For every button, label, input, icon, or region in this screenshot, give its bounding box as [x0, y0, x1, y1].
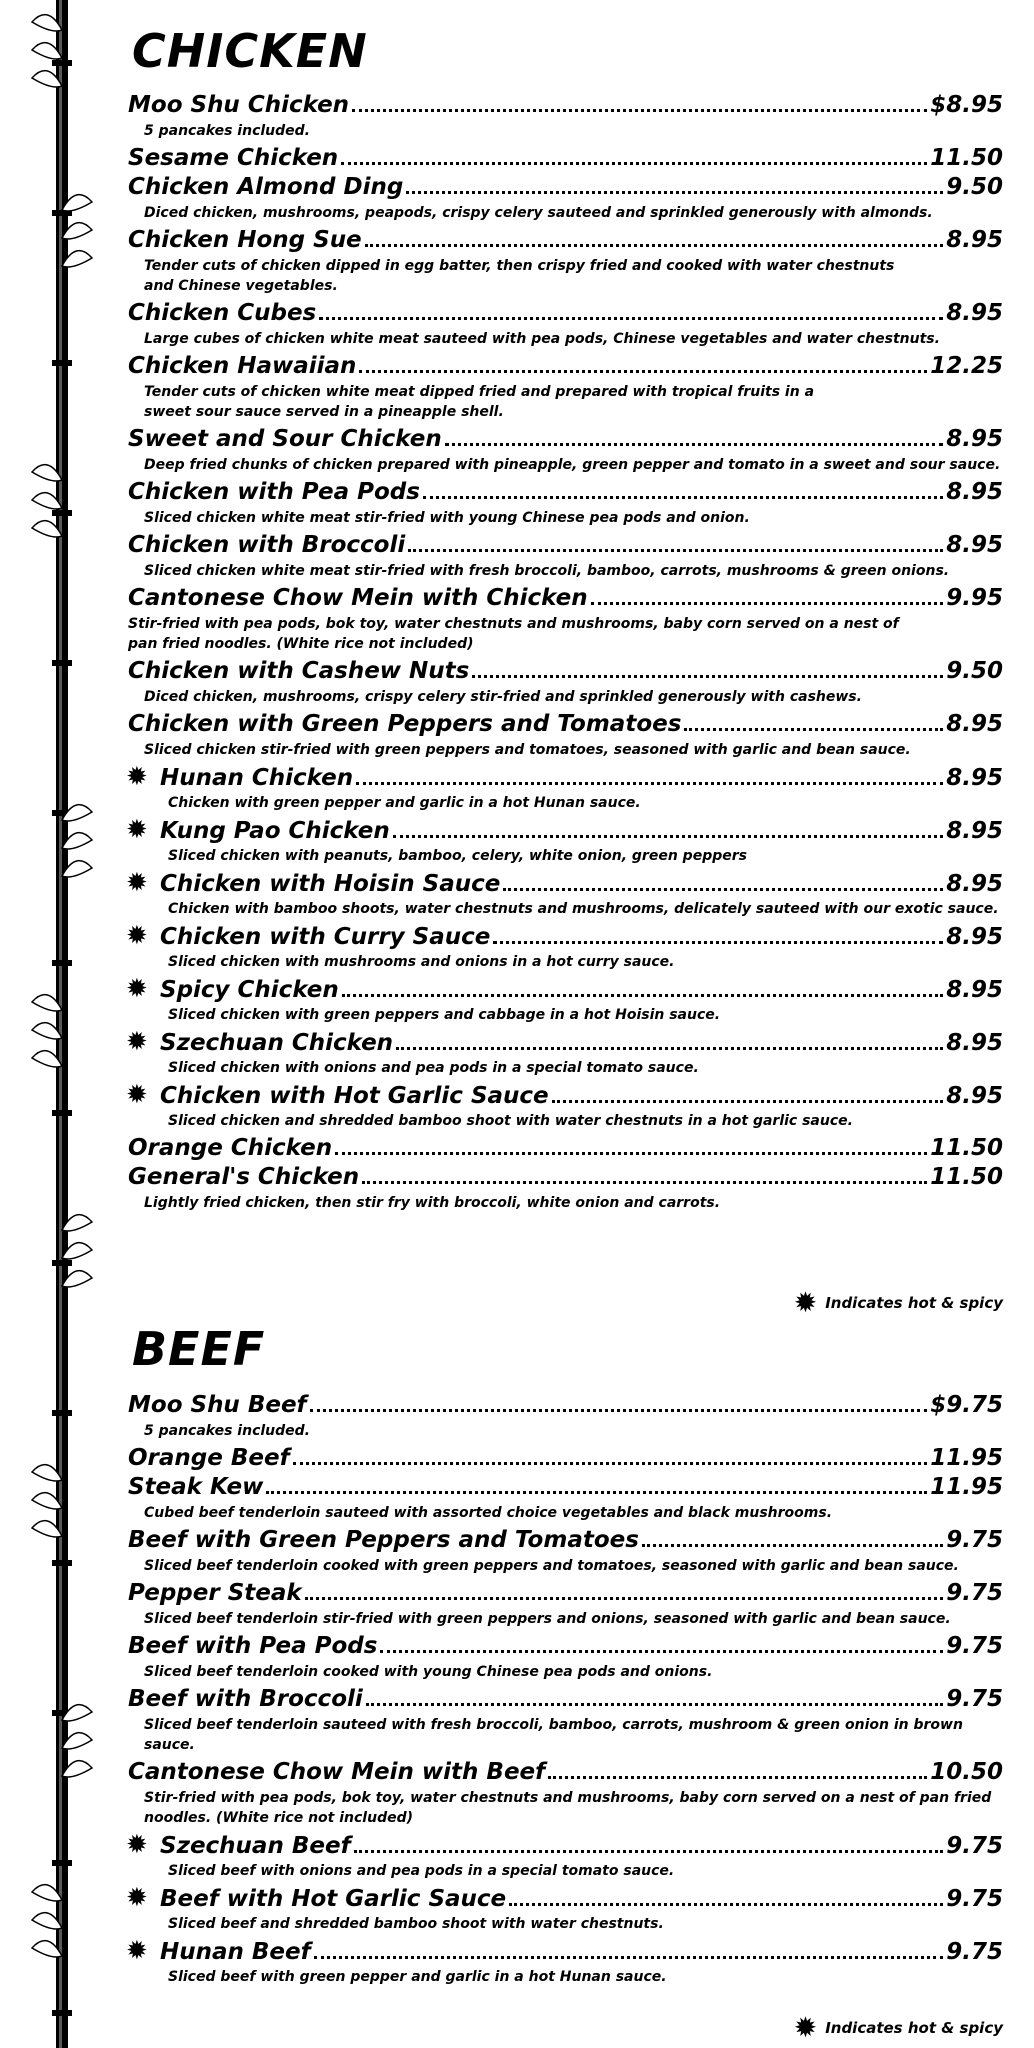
beef-section-title: BEEF: [132, 1322, 266, 1376]
menu-item-row: [128, 1392, 1003, 1421]
menu-item-row: [128, 479, 1003, 508]
menu-item: [128, 532, 1003, 581]
dot-leader: [642, 1544, 943, 1547]
dot-leader: [445, 443, 944, 446]
menu-item-description: Sliced chicken and shredded bamboo shoot with water chestnuts in a hot garlic sauce.: [168, 1113, 853, 1129]
menu-item: [128, 1885, 1003, 1934]
menu-item-row: [126, 1938, 1003, 1967]
menu-item-price: 11.50: [930, 145, 1003, 171]
menu-item-row: [128, 1633, 1003, 1662]
menu-item-description: Sliced beef tenderloin cooked with young Chinese pea pods and onions.: [144, 1664, 713, 1680]
menu-item-row: [126, 923, 1003, 952]
dot-leader: [423, 496, 943, 499]
menu-item-price: 8.95: [946, 711, 1003, 737]
menu-item-description: Sliced chicken stir-fried with green peppers and tomatoes, seasoned with garlic and bean sauce.: [144, 742, 911, 758]
menu-item-name: Cantonese Chow Mein with Chicken: [128, 585, 588, 611]
chicken-section-title: CHICKEN: [132, 24, 368, 78]
menu-item-row: [128, 1527, 1003, 1556]
menu-item-price: 8.95: [946, 977, 1003, 1003]
menu-item-description: Sliced beef and shredded bamboo shoot with water chestnuts.: [168, 1916, 664, 1932]
dot-leader: [342, 994, 943, 997]
menu-item-row: [126, 976, 1003, 1005]
menu-item-description: Stir-fried with pea pods, bok toy, water chestnuts and mushrooms, baby corn served on a nest of pan fried noodles. (White rice not included): [128, 616, 899, 652]
menu-item-row: [126, 1885, 1003, 1914]
menu-item-description: Diced chicken, mushrooms, peapods, crispy celery sauteed and sprinkled generously with almonds.: [144, 205, 933, 221]
menu-item: [128, 817, 1003, 866]
menu-item-row: [128, 1164, 1003, 1193]
menu-item-row: [126, 1082, 1003, 1111]
menu-item-price: 8.95: [946, 479, 1003, 505]
pepper-burst-icon: ✹: [126, 1027, 148, 1057]
dot-leader: [472, 675, 943, 678]
menu-item-description: Large cubes of chicken white meat sauteed with pea pods, Chinese vegetables and water chestnuts.: [144, 331, 940, 347]
legend-text: Indicates hot & spicy: [825, 1294, 1003, 1312]
dot-leader: [406, 191, 943, 194]
menu-item-description: Tender cuts of chicken white meat dipped fried and prepared with tropical fruits in a sweet sour sauce served in a pineapple shell.: [144, 384, 815, 420]
menu-item-name: Chicken with Pea Pods: [128, 479, 420, 505]
dot-leader: [366, 1703, 943, 1706]
dot-leader: [552, 1100, 944, 1103]
menu-item-price: 9.95: [946, 585, 1003, 611]
menu-item-price: 9.75: [946, 1527, 1003, 1553]
menu-item-description: Sliced beef with onions and pea pods in a special tomato sauce.: [168, 1863, 675, 1879]
pepper-burst-icon: ✹: [126, 921, 148, 951]
menu-item: [128, 1135, 1003, 1164]
dot-leader: [335, 1152, 927, 1155]
menu-item-name: Kung Pao Chicken: [160, 818, 390, 844]
menu-item-row: [128, 711, 1003, 740]
menu-item-description: Sliced chicken with peanuts, bamboo, celery, white onion, green peppers: [168, 848, 747, 864]
menu-item: [128, 658, 1003, 707]
menu-item-description: 5 pancakes included.: [144, 123, 310, 139]
menu-item-name: Chicken with Broccoli: [128, 532, 406, 558]
menu-item-name: Pepper Steak: [128, 1580, 302, 1606]
menu-item-price: 8.95: [946, 227, 1003, 253]
menu-item-description: Sliced chicken white meat stir-fried with young Chinese pea pods and onion.: [144, 510, 750, 526]
dot-leader: [293, 1462, 928, 1465]
menu-item-name: Beef with Hot Garlic Sauce: [160, 1886, 507, 1912]
menu-item-price: 8.95: [946, 765, 1003, 791]
dot-leader: [356, 782, 943, 785]
pepper-burst-icon: ✹: [126, 1883, 148, 1913]
menu-item-row: [128, 426, 1003, 455]
chicken-legend: [793, 1286, 1003, 1319]
pepper-burst-icon: ✹: [126, 1936, 148, 1966]
menu-item-name: Chicken Almond Ding: [128, 174, 404, 200]
menu-item-price: 9.75: [946, 1686, 1003, 1712]
pepper-burst-icon: ✹: [126, 1080, 148, 1110]
pepper-burst-icon: ✹: [126, 868, 148, 898]
menu-item-name: Orange Chicken: [128, 1135, 333, 1161]
menu-item-description: Chicken with bamboo shoots, water chestnuts and mushrooms, delicately sauteed with our exotic sauce.: [168, 901, 999, 917]
menu-item-name: Beef with Pea Pods: [128, 1633, 378, 1659]
menu-item: [128, 1445, 1003, 1474]
menu-item: [128, 1527, 1003, 1576]
menu-item-price: 8.95: [946, 924, 1003, 950]
pepper-burst-icon: ✹: [126, 762, 148, 792]
menu-item-name: Chicken with Curry Sauce: [160, 924, 491, 950]
menu-item-name: Moo Shu Chicken: [128, 92, 350, 118]
menu-item-name: Chicken with Green Peppers and Tomatoes: [128, 711, 682, 737]
menu-item: [128, 1633, 1003, 1682]
menu-item-description: Sliced beef with green pepper and garlic in a hot Hunan sauce.: [168, 1969, 667, 1985]
pepper-burst-icon: ✹: [793, 2011, 818, 2044]
menu-item-name: Hunan Chicken: [160, 765, 354, 791]
menu-item-description: Lightly fried chicken, then stir fry with broccoli, white onion and carrots.: [144, 1195, 721, 1211]
menu-item: [128, 711, 1003, 760]
menu-item-row: [128, 92, 1003, 121]
menu-item-price: 9.75: [946, 1833, 1003, 1859]
dot-leader: [319, 317, 943, 320]
menu-item-description: 5 pancakes included.: [144, 1423, 310, 1439]
menu-item-row: [128, 532, 1003, 561]
dot-leader: [359, 370, 927, 373]
dot-leader: [393, 835, 944, 838]
menu-item: [128, 300, 1003, 349]
menu-item-row: [126, 817, 1003, 846]
menu-item-row: [128, 227, 1003, 256]
menu-item: [128, 145, 1003, 174]
menu-item: [128, 1832, 1003, 1881]
menu-item-price: 9.50: [946, 658, 1003, 684]
dot-leader: [503, 888, 943, 891]
menu-item-description: Sliced chicken with mushrooms and onions in a hot curry sauce.: [168, 954, 675, 970]
menu-item-name: Chicken Cubes: [128, 300, 317, 326]
menu-item-price: 8.95: [946, 1030, 1003, 1056]
menu-item-name: Chicken with Hoisin Sauce: [160, 871, 501, 897]
menu-item-price: 11.50: [930, 1164, 1003, 1190]
dot-leader: [266, 1491, 927, 1494]
menu-item-name: Moo Shu Beef: [128, 1392, 307, 1418]
menu-item-row: [126, 1832, 1003, 1861]
menu-item: [128, 870, 1003, 919]
menu-item-row: [128, 1759, 1003, 1788]
menu-item: [128, 764, 1003, 813]
menu-item: [128, 1938, 1003, 1987]
pepper-burst-icon: ✹: [126, 815, 148, 845]
menu-item-row: [126, 1029, 1003, 1058]
menu-item-name: Beef with Broccoli: [128, 1686, 363, 1712]
menu-item-row: [126, 870, 1003, 899]
menu-item-row: [128, 1474, 1003, 1503]
menu-item-description: Sliced beef tenderloin stir-fried with green peppers and onions, seasoned with garlic and bean sauce.: [144, 1611, 951, 1627]
menu-item-name: Chicken with Cashew Nuts: [128, 658, 470, 684]
menu-item-price: 11.95: [930, 1474, 1003, 1500]
menu-item-name: Chicken Hong Sue: [128, 227, 362, 253]
menu-item-row: [128, 1580, 1003, 1609]
pepper-burst-icon: ✹: [126, 974, 148, 1004]
menu-item-description: Sliced chicken with onions and pea pods in a special tomato sauce.: [168, 1060, 699, 1076]
menu-item: [128, 1392, 1003, 1441]
menu-item-description: Sliced chicken with green peppers and cabbage in a hot Hoisin sauce.: [168, 1007, 721, 1023]
menu-item-row: [128, 145, 1003, 174]
dot-leader: [408, 549, 943, 552]
menu-item: [128, 426, 1003, 475]
menu-item-price: 9.50: [946, 174, 1003, 200]
menu-item-price: 11.95: [930, 1445, 1003, 1471]
menu-item-row: [128, 300, 1003, 329]
menu-item: [128, 227, 1003, 296]
menu-item-name: Chicken Hawaiian: [128, 353, 357, 379]
dot-leader: [493, 941, 943, 944]
menu-item-name: Szechuan Chicken: [160, 1030, 394, 1056]
menu-item-name: Sweet and Sour Chicken: [128, 426, 442, 452]
menu-item: [128, 353, 1003, 422]
dot-leader: [684, 728, 943, 731]
beef-legend: [793, 2011, 1003, 2044]
menu-item-description: Stir-fried with pea pods, bok toy, water chestnuts and mushrooms, baby corn served on a nest of pan fried noodles. (White rice not included): [144, 1790, 992, 1826]
menu-item: [128, 1164, 1003, 1213]
dot-leader: [380, 1650, 943, 1653]
bamboo-border: [28, 0, 98, 2048]
pepper-burst-icon: ✹: [126, 1830, 148, 1860]
menu-item-row: [126, 764, 1003, 793]
menu-item-price: 12.25: [930, 353, 1003, 379]
menu-item-name: Chicken with Hot Garlic Sauce: [160, 1083, 549, 1109]
dot-leader: [362, 1181, 927, 1184]
menu-item-price: 8.95: [946, 818, 1003, 844]
legend-text: Indicates hot & spicy: [825, 2019, 1003, 2037]
menu-item: [128, 1759, 1003, 1828]
menu-item: [128, 976, 1003, 1025]
chicken-item-list: [128, 92, 1003, 1217]
menu-item-description: Sliced beef tenderloin cooked with green peppers and tomatoes, seasoned with garlic and bean sauce.: [144, 1558, 959, 1574]
menu-item-description: Diced chicken, mushrooms, crispy celery stir-fried and sprinkled generously with cashews.: [144, 689, 862, 705]
menu-item: [128, 1580, 1003, 1629]
menu-item-price: 9.75: [946, 1633, 1003, 1659]
menu-item: [128, 1029, 1003, 1078]
dot-leader: [591, 602, 944, 605]
menu-item: [128, 174, 1003, 223]
dot-leader: [365, 244, 944, 247]
menu-item-name: Beef with Green Peppers and Tomatoes: [128, 1527, 639, 1553]
dot-leader: [548, 1776, 927, 1779]
menu-item-price: 9.75: [946, 1939, 1003, 1965]
menu-item-description: Deep fried chunks of chicken prepared with pineapple, green pepper and tomato in a sweet and sour sauce.: [144, 457, 1001, 473]
menu-item-name: Szechuan Beef: [160, 1833, 351, 1859]
menu-item-row: [128, 658, 1003, 687]
menu-item: [128, 1082, 1003, 1131]
menu-item-price: 8.95: [946, 1083, 1003, 1109]
menu-item-description: Sliced beef tenderloin sauteed with fresh broccoli, bamboo, carrots, mushroom & green onion in brown sauce.: [144, 1717, 963, 1753]
menu-item-name: Sesame Chicken: [128, 145, 339, 171]
dot-leader: [352, 109, 927, 112]
menu-item: [128, 1686, 1003, 1755]
menu-item-name: Steak Kew: [128, 1474, 264, 1500]
menu-item-row: [128, 174, 1003, 203]
dot-leader: [509, 1903, 943, 1906]
menu-item-price: 8.95: [946, 532, 1003, 558]
menu-item: [128, 92, 1003, 141]
menu-item-row: [128, 353, 1003, 382]
menu-item-price: $8.95: [930, 92, 1003, 118]
menu-item-row: [128, 1445, 1003, 1474]
beef-item-list: [128, 1392, 1003, 1991]
menu-item-price: 9.75: [946, 1580, 1003, 1606]
menu-item-description: Chicken with green pepper and garlic in a hot Hunan sauce.: [168, 795, 641, 811]
menu-item-description: Sliced chicken white meat stir-fried with fresh broccoli, bamboo, carrots, mushrooms & green onions.: [144, 563, 950, 579]
menu-item-row: [128, 1686, 1003, 1715]
menu-item-name: General's Chicken: [128, 1164, 360, 1190]
menu-item-price: 9.75: [946, 1886, 1003, 1912]
dot-leader: [341, 162, 927, 165]
dot-leader: [396, 1047, 943, 1050]
menu-item: [128, 479, 1003, 528]
menu-item-name: Spicy Chicken: [160, 977, 339, 1003]
dot-leader: [305, 1597, 944, 1600]
pepper-burst-icon: ✹: [793, 1286, 818, 1319]
menu-item-row: [128, 1135, 1003, 1164]
menu-item: [128, 923, 1003, 972]
menu-item-name: Orange Beef: [128, 1445, 290, 1471]
dot-leader: [354, 1850, 944, 1853]
menu-item-description: Cubed beef tenderloin sauteed with assorted choice vegetables and black mushrooms.: [144, 1505, 833, 1521]
menu-item-price: $9.75: [930, 1392, 1003, 1418]
menu-item: [128, 585, 1003, 654]
menu-item-price: 8.95: [946, 871, 1003, 897]
menu-item-row: [128, 585, 1003, 614]
menu-item-price: 10.50: [930, 1759, 1003, 1785]
menu-item: [128, 1474, 1003, 1523]
dot-leader: [314, 1956, 944, 1959]
menu-item-description: Tender cuts of chicken dipped in egg batter, then crispy fried and cooked with water chestnuts and Chinese vegetables.: [144, 258, 895, 294]
menu-item-name: Hunan Beef: [160, 1939, 311, 1965]
menu-item-price: 11.50: [930, 1135, 1003, 1161]
menu-item-name: Cantonese Chow Mein with Beef: [128, 1759, 546, 1785]
menu-item-price: 8.95: [946, 300, 1003, 326]
dot-leader: [310, 1409, 928, 1412]
menu-item-price: 8.95: [946, 426, 1003, 452]
